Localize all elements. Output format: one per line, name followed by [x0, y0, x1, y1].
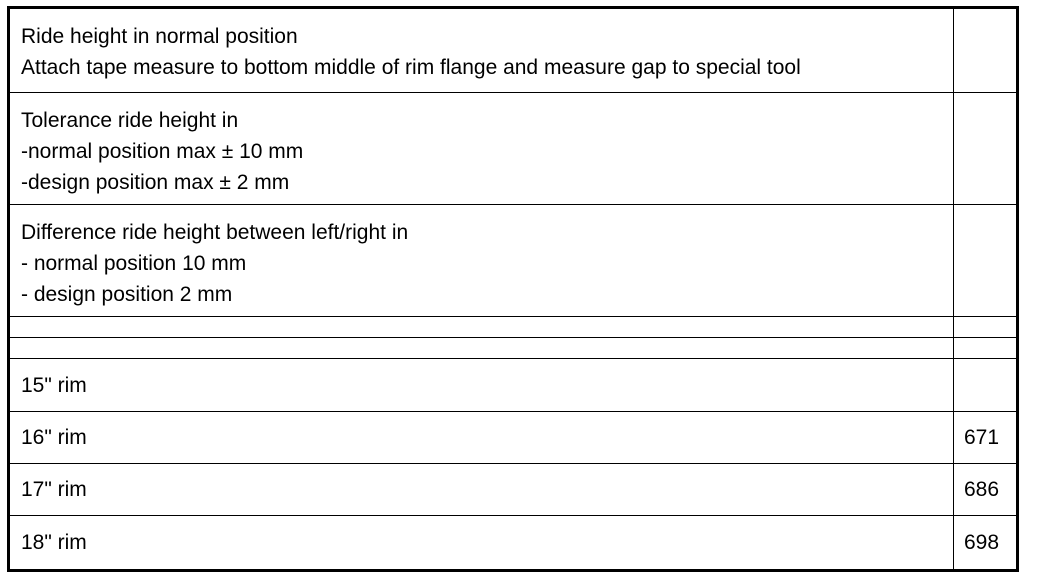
rim-row-15 — [9, 359, 1018, 412]
rim-row-16 — [9, 412, 1018, 464]
difference-row — [9, 205, 1018, 317]
rim-value: 686 — [954, 464, 1018, 516]
empty-cell — [9, 338, 954, 359]
tolerance-normal: -normal position max ± 10 mm — [21, 140, 304, 163]
difference-design: - design position 2 mm — [21, 283, 233, 306]
difference-title: Difference ride height between left/right in — [21, 221, 409, 244]
ride-height-title: Ride height in normal position — [21, 25, 298, 48]
difference-description — [9, 205, 954, 317]
rim-label: 16" rim — [9, 412, 954, 464]
tolerance-row — [9, 93, 1018, 205]
ride-height-spec-table — [7, 6, 1019, 572]
empty-cell — [9, 317, 954, 338]
empty-row — [9, 317, 1018, 338]
empty-row — [9, 338, 1018, 359]
ride-height-value — [954, 8, 1018, 93]
difference-normal: - normal position 10 mm — [21, 252, 247, 275]
tolerance-description — [9, 93, 954, 205]
tolerance-design: -design position max ± 2 mm — [21, 171, 290, 194]
ride-height-description — [9, 8, 954, 93]
rim-label: 15" rim — [9, 359, 954, 412]
difference-value — [954, 205, 1018, 317]
rim-value: 698 — [954, 516, 1018, 571]
ride-height-instruction: Attach tape measure to bottom middle of rim flange and measure gap to special tool — [21, 56, 801, 79]
tolerance-value — [954, 93, 1018, 205]
rim-label: 18" rim — [9, 516, 954, 571]
empty-cell — [954, 338, 1018, 359]
empty-cell — [954, 317, 1018, 338]
rim-row-18 — [9, 516, 1018, 571]
rim-row-17 — [9, 464, 1018, 516]
ride-height-row — [9, 8, 1018, 93]
tolerance-title: Tolerance ride height in — [21, 109, 239, 132]
rim-label: 17" rim — [9, 464, 954, 516]
rim-value: 671 — [954, 412, 1018, 464]
rim-value — [954, 359, 1018, 412]
